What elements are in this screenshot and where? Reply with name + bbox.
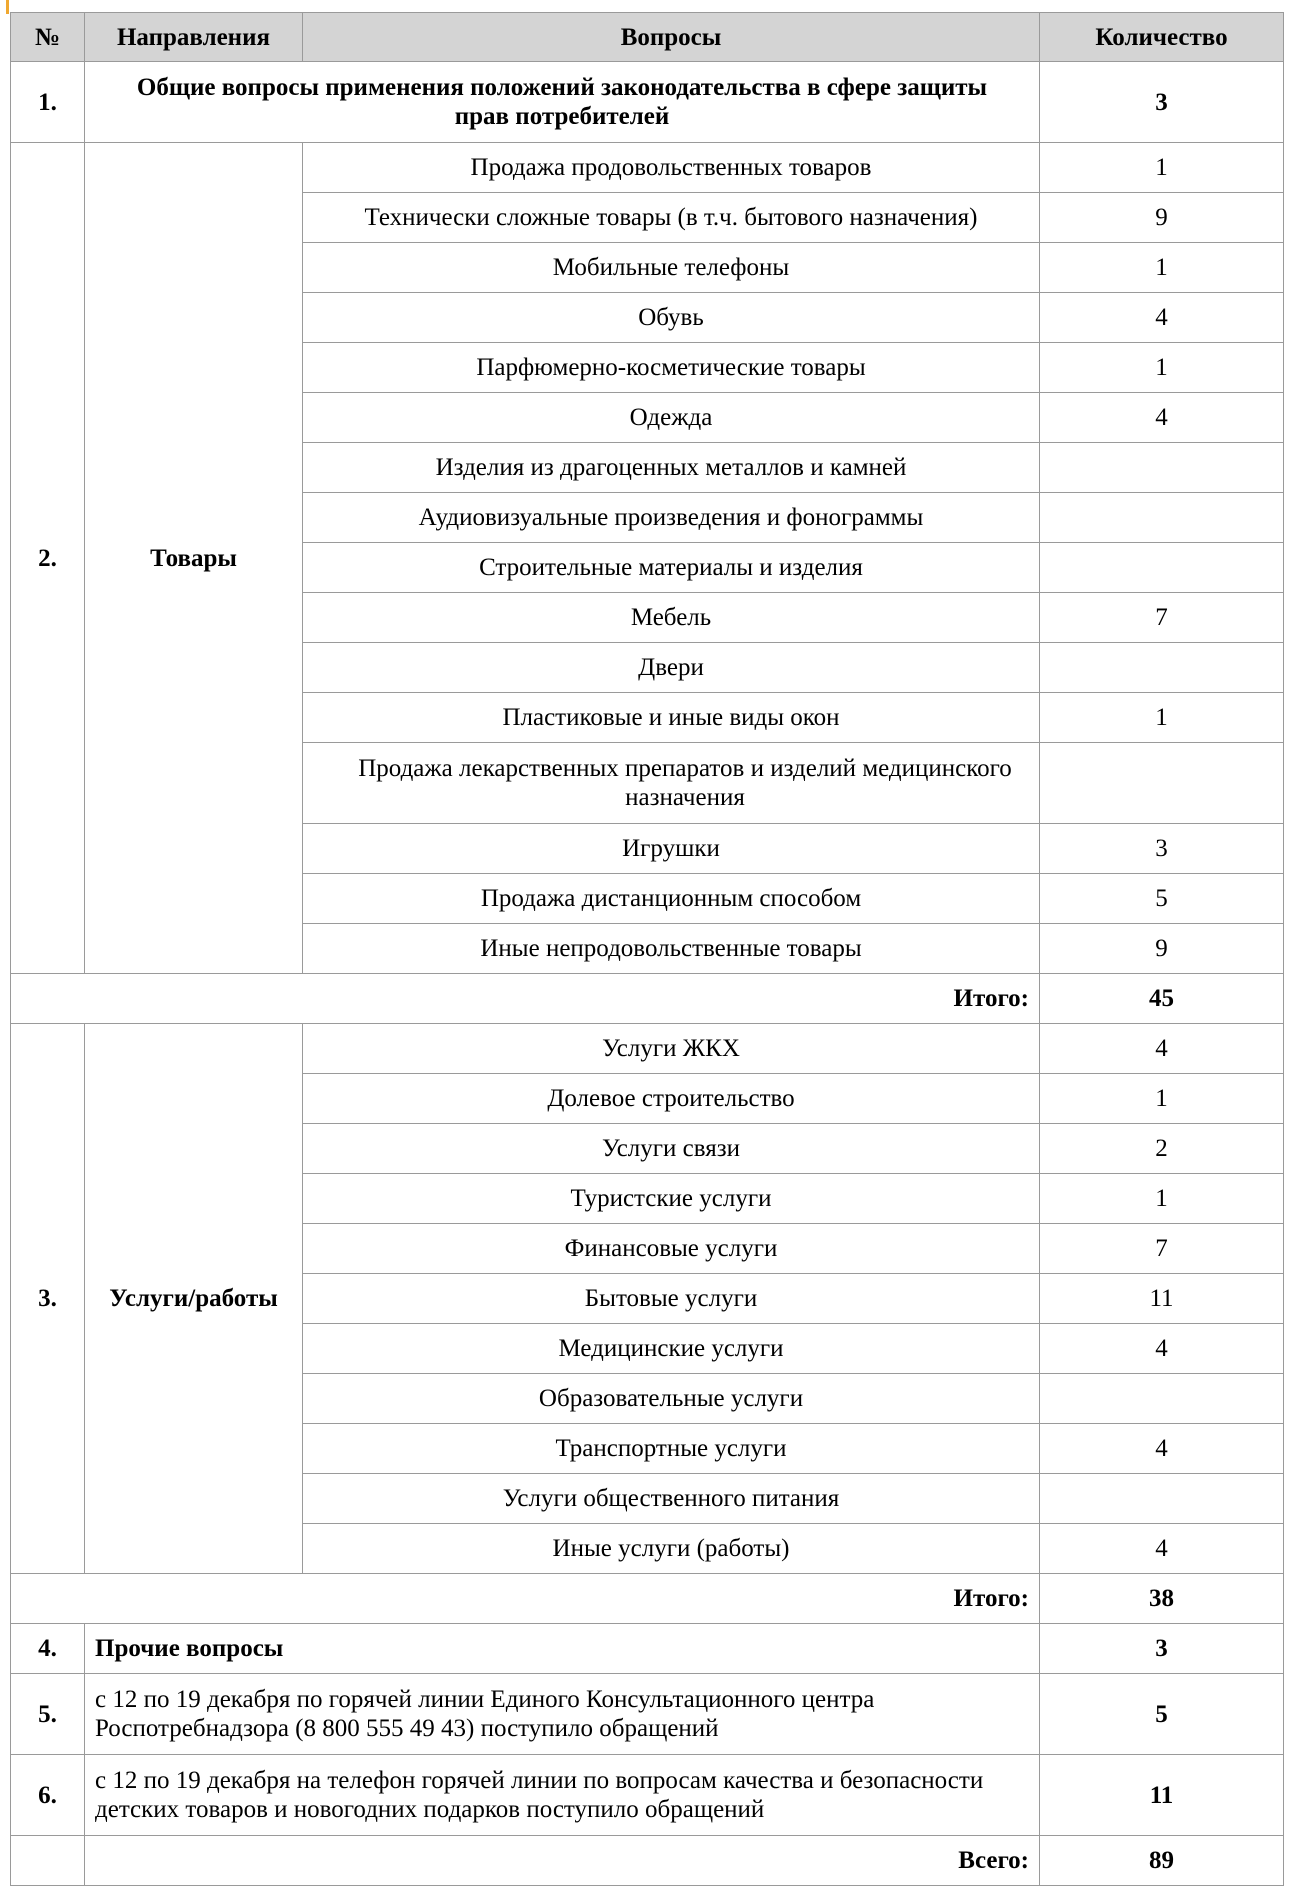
count-cell: 4 [1040,1424,1284,1474]
row-text: с 12 по 19 декабря по горячей линии Единого Консультационного центра Роспотребнадзора (8 800 555 49 43) поступило обращений [85,1674,1040,1755]
count-cell: 3 [1040,824,1284,874]
question-cell: Мебель [303,593,1040,643]
count-cell: 7 [1040,593,1284,643]
count-cell: 7 [1040,1224,1284,1274]
row-num: 1. [11,62,85,143]
count-cell: 11 [1040,1274,1284,1324]
header-num: № [11,13,85,62]
question-cell: Обувь [303,293,1040,343]
question-cell: Иные непродовольственные товары [303,924,1040,974]
count-cell [1040,643,1284,693]
appeals-table [10,12,1284,1886]
count-cell: 1 [1040,343,1284,393]
question-cell: Продажа дистанционным способом [303,874,1040,924]
question-cell: Изделия из драгоценных металлов и камней [303,443,1040,493]
row-text: Общие вопросы применения положений законодательства в сфере защиты прав потребителей [85,62,1040,143]
question-cell: Двери [303,643,1040,693]
question-cell: Услуги ЖКХ [303,1024,1040,1074]
accent-bar [6,0,9,14]
question-cell: Продажа лекарственных препаратов и изделий медицинского назначения [303,743,1040,824]
count-cell: 1 [1040,243,1284,293]
count-cell: 1 [1040,1174,1284,1224]
group-num: 3. [11,1024,85,1574]
question-cell: Транспортные услуги [303,1424,1040,1474]
row-count: 5 [1040,1674,1284,1755]
total-row [11,974,1284,1024]
header-row [11,13,1284,62]
count-cell: 2 [1040,1124,1284,1174]
count-cell: 1 [1040,1074,1284,1124]
group-num: 2. [11,143,85,974]
question-cell: Услуги общественного питания [303,1474,1040,1524]
row-count: 3 [1040,1624,1284,1674]
table-row [11,1624,1284,1674]
question-cell: Продажа продовольственных товаров [303,143,1040,193]
total-value: 38 [1040,1574,1284,1624]
empty-cell [11,1836,85,1886]
question-cell: Финансовые услуги [303,1224,1040,1274]
question-cell: Пластиковые и иные виды окон [303,693,1040,743]
group-label: Услуги/работы [85,1024,303,1574]
count-cell [1040,543,1284,593]
question-cell: Образовательные услуги [303,1374,1040,1424]
question-cell: Парфюмерно-косметические товары [303,343,1040,393]
table-row [11,1755,1284,1836]
count-cell [1040,743,1284,824]
question-cell: Технически сложные товары (в т.ч. бытового назначения) [303,193,1040,243]
header-count: Количество [1040,13,1284,62]
count-cell [1040,443,1284,493]
count-cell: 9 [1040,193,1284,243]
total-value: 45 [1040,974,1284,1024]
question-cell: Игрушки [303,824,1040,874]
count-cell: 4 [1040,393,1284,443]
row-num: 6. [11,1755,85,1836]
row-num: 4. [11,1624,85,1674]
count-cell: 4 [1040,1324,1284,1374]
row-count: 3 [1040,62,1284,143]
count-cell [1040,1374,1284,1424]
row-text: Прочие вопросы [85,1624,1040,1674]
total-label: Итого: [11,1574,1040,1624]
question-cell: Долевое строительство [303,1074,1040,1124]
question-cell: Одежда [303,393,1040,443]
table-row [11,62,1284,143]
count-cell: 4 [1040,1524,1284,1574]
question-cell: Аудиовизуальные произведения и фонограммы [303,493,1040,543]
question-cell: Туристские услуги [303,1174,1040,1224]
header-questions: Вопросы [303,13,1040,62]
total-label: Итого: [11,974,1040,1024]
table-row [11,1024,1284,1074]
table-body [11,62,1284,1886]
question-cell: Мобильные телефоны [303,243,1040,293]
row-count: 11 [1040,1755,1284,1836]
count-cell [1040,493,1284,543]
question-cell: Бытовые услуги [303,1274,1040,1324]
count-cell: 1 [1040,143,1284,193]
question-cell: Иные услуги (работы) [303,1524,1040,1574]
count-cell: 5 [1040,874,1284,924]
row-num: 5. [11,1674,85,1755]
row-text: с 12 по 19 декабря на телефон горячей линии по вопросам качества и безопасности детских товаров и новогодних подарков поступило обращений [85,1755,1040,1836]
count-cell: 9 [1040,924,1284,974]
total-row [11,1574,1284,1624]
count-cell: 4 [1040,293,1284,343]
table-row [11,1674,1284,1755]
grand-total-row [11,1836,1284,1886]
question-cell: Строительные материалы и изделия [303,543,1040,593]
grand-total-label: Всего: [85,1836,1040,1886]
question-cell: Услуги связи [303,1124,1040,1174]
count-cell: 1 [1040,693,1284,743]
count-cell: 4 [1040,1024,1284,1074]
grand-total-value: 89 [1040,1836,1284,1886]
question-cell: Медицинские услуги [303,1324,1040,1374]
header-direction: Направления [85,13,303,62]
table-row [11,143,1284,193]
count-cell [1040,1474,1284,1524]
group-label: Товары [85,143,303,974]
